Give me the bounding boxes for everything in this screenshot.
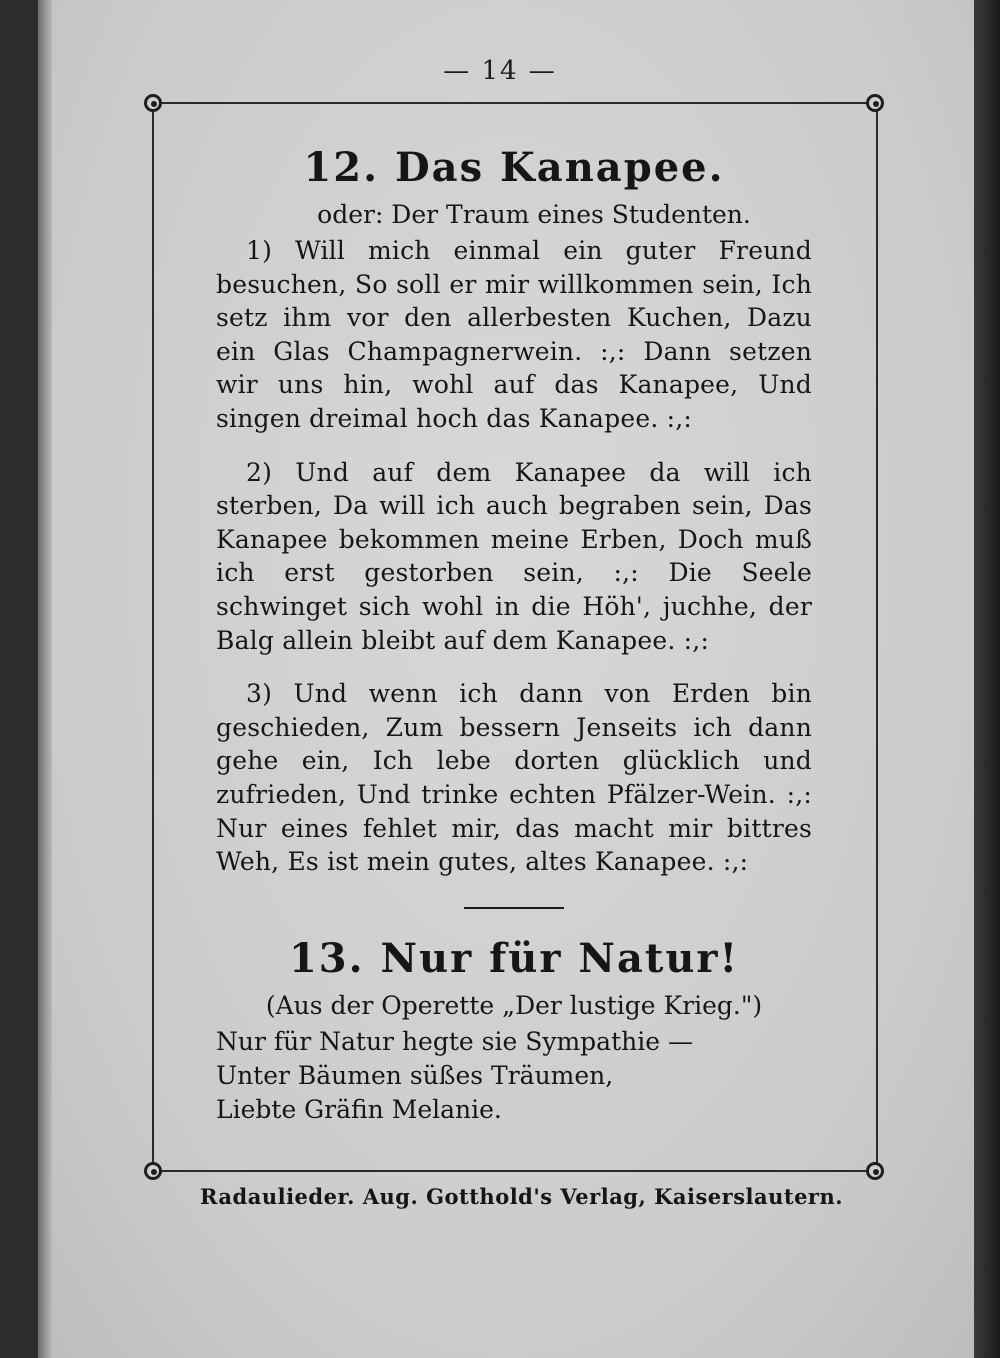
verse-1: 1) Will mich einmal ein guter Freund besuchen, So soll er mir willkommen sein, Ich setz ihm vor den allerbesten Kuchen, Dazu ein Glas Champagnerwein. :,: Dann setzen wir uns hin, wohl auf das Kanapee, Und singen dreimal hoch das Kanapee. :,: <box>216 236 812 433</box>
corner-ornament-icon <box>866 1162 884 1180</box>
verse-3: 3) Und wenn ich dann von Erden bin geschieden, Zum bessern Jenseits ich dann gehe ein, Ich lebe dorten glücklich und zufrieden, Und trinke echten Pfälzer-Wein. :,: Nur eines fehlet mir, das macht mir bittres Weh, Es ist mein gutes, altes Kanapee. :,: <box>216 679 812 877</box>
corner-ornament-icon <box>144 94 162 112</box>
song-line: Unter Bäumen süßes Träumen, <box>216 1060 614 1090</box>
page-edge <box>974 0 1000 1358</box>
song-subtitle-12: oder: Der Traum eines Studenten. <box>317 200 751 229</box>
song-subtitle-13: (Aus der Operette „Der lustige Krieg.") <box>265 990 763 1020</box>
publisher-footer: Radaulieder. Aug. Gotthold's Verlag, Kaiserslautern. <box>200 1184 844 1209</box>
page-number: — 14 — <box>443 56 557 86</box>
song-line: Nur für Natur hegte sie Sympathie — <box>216 1026 693 1056</box>
page-gutter <box>38 0 52 1358</box>
page-content <box>216 140 812 1127</box>
corner-ornament-icon <box>866 94 884 112</box>
verse-2: 2) Und auf dem Kanapee da will ich sterben, Da will ich auch begraben sein, Das Kanapee bekommen meine Erben, Doch muß ich erst gestorben sein, :,: Die Seele schwinget sich wohl in die Höh', juchhe, der Balg allein bleibt auf dem Kanapee. :,: <box>216 457 812 655</box>
song-title-13: 13. Nur für Natur! <box>288 934 740 982</box>
frame-bottom-rule <box>160 1170 878 1172</box>
corner-ornament-icon <box>144 1162 162 1180</box>
song-title-12: 12. Das Kanapee. <box>303 144 725 191</box>
song-line: Liebte Gräfin Melanie. <box>216 1094 502 1124</box>
section-divider <box>464 907 564 909</box>
